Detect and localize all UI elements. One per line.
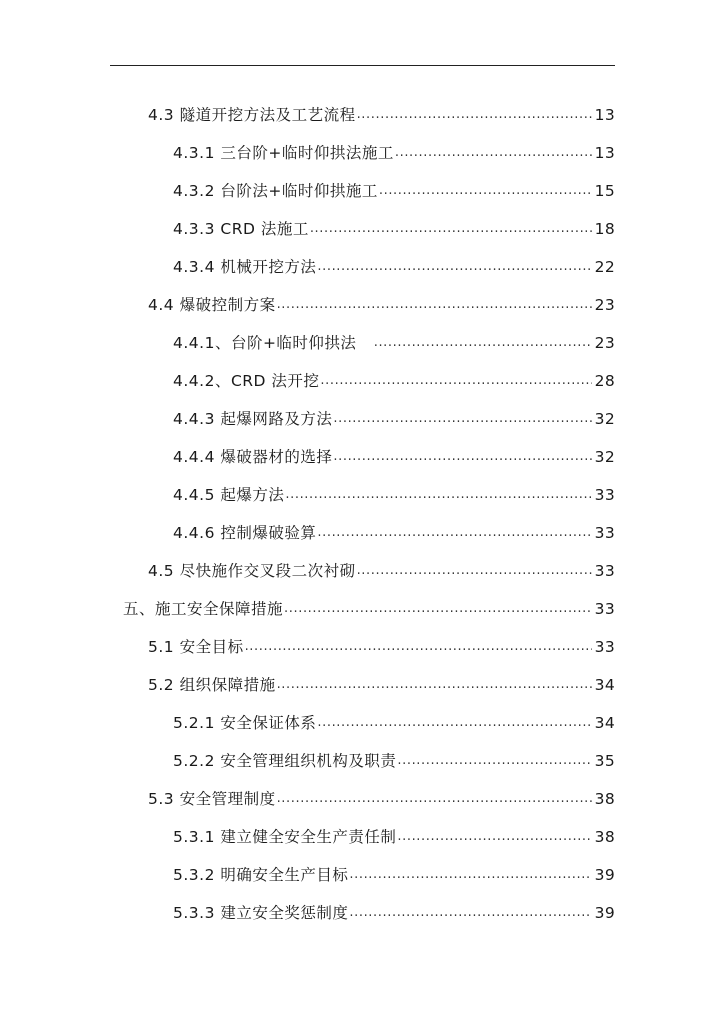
toc-entry xyxy=(0,400,724,438)
toc-entry-title: 4.4 爆破控制方案 xyxy=(148,296,276,314)
toc-entry xyxy=(0,628,724,666)
toc-dot-leader xyxy=(245,628,592,666)
header-rule xyxy=(110,65,615,66)
toc-entry-title: 4.4.6 控制爆破验算 xyxy=(173,524,317,542)
toc-entry xyxy=(0,210,724,248)
toc-dot-leader xyxy=(349,894,592,932)
toc-entry xyxy=(0,476,724,514)
toc-dot-leader xyxy=(277,780,592,818)
toc-page-number: 32 xyxy=(594,448,615,466)
toc-entry xyxy=(0,324,724,362)
toc-entry-title: 4.4.5 起爆方法 xyxy=(173,486,285,504)
toc-entry-title: 4.4.4 爆破器材的选择 xyxy=(173,448,333,466)
toc-entry-title: 5.3 安全管理制度 xyxy=(148,790,276,808)
toc-page-number: 18 xyxy=(594,220,615,238)
toc-entry-title: 5.3.3 建立安全奖惩制度 xyxy=(173,904,349,922)
toc-entry-title: 4.4.1、台阶+临时仰拱法 xyxy=(173,334,373,352)
toc-entry xyxy=(0,590,724,628)
toc-entry-title: 5.3.2 明确安全生产目标 xyxy=(173,866,349,884)
toc-entry xyxy=(0,742,724,780)
toc-entry-title: 4.3.4 机械开挖方法 xyxy=(173,258,317,276)
toc-entry xyxy=(0,96,724,134)
toc-entry xyxy=(0,894,724,932)
toc-page-number: 33 xyxy=(594,600,615,618)
toc-dot-leader xyxy=(277,666,592,704)
table-of-contents xyxy=(0,96,724,932)
toc-page-number: 23 xyxy=(594,334,615,352)
toc-page-number: 34 xyxy=(594,714,615,732)
toc-page-number: 38 xyxy=(594,790,615,808)
toc-entry xyxy=(0,362,724,400)
toc-page-number: 33 xyxy=(594,486,615,504)
toc-entry xyxy=(0,134,724,172)
toc-dot-leader xyxy=(333,438,592,476)
toc-dot-leader xyxy=(284,590,592,628)
toc-page-number: 33 xyxy=(594,638,615,656)
toc-page-number: 33 xyxy=(594,524,615,542)
toc-dot-leader xyxy=(333,400,592,438)
toc-page-number: 34 xyxy=(594,676,615,694)
toc-entry-title: 五、施工安全保障措施 xyxy=(123,600,284,618)
toc-dot-leader xyxy=(397,818,592,856)
toc-page-number: 28 xyxy=(594,372,615,390)
toc-page-number: 33 xyxy=(594,562,615,580)
toc-dot-leader xyxy=(317,704,592,742)
toc-dot-leader xyxy=(395,134,592,172)
toc-entry-title: 5.1 安全目标 xyxy=(148,638,244,656)
toc-entry-title: 5.2.2 安全管理组织机构及职责 xyxy=(173,752,397,770)
toc-entry xyxy=(0,286,724,324)
toc-dot-leader xyxy=(277,286,592,324)
toc-dot-leader xyxy=(374,324,592,362)
toc-entry xyxy=(0,704,724,742)
toc-dot-leader xyxy=(310,210,592,248)
toc-dot-leader xyxy=(317,514,592,552)
toc-entry xyxy=(0,552,724,590)
toc-dot-leader xyxy=(357,552,592,590)
toc-page-number: 13 xyxy=(594,106,615,124)
toc-entry xyxy=(0,514,724,552)
toc-entry-title: 4.3.3 CRD 法施工 xyxy=(173,220,309,238)
toc-dot-leader xyxy=(397,742,592,780)
toc-page-number: 23 xyxy=(594,296,615,314)
toc-page-number: 15 xyxy=(594,182,615,200)
toc-entry xyxy=(0,172,724,210)
toc-dot-leader xyxy=(320,362,592,400)
toc-entry xyxy=(0,818,724,856)
toc-entry-title: 4.4.3 起爆网路及方法 xyxy=(173,410,333,428)
toc-dot-leader xyxy=(357,96,592,134)
toc-entry-title: 5.2 组织保障措施 xyxy=(148,676,276,694)
toc-entry-title: 4.5 尽快施作交叉段二次衬砌 xyxy=(148,562,356,580)
toc-entry xyxy=(0,666,724,704)
toc-entry xyxy=(0,248,724,286)
toc-entry xyxy=(0,856,724,894)
toc-entry-title: 4.3.1 三台阶+临时仰拱法施工 xyxy=(173,144,394,162)
toc-entry-title: 4.3 隧道开挖方法及工艺流程 xyxy=(148,106,356,124)
toc-entry-title: 4.3.2 台阶法+临时仰拱施工 xyxy=(173,182,378,200)
toc-entry xyxy=(0,438,724,476)
toc-entry-title: 5.2.1 安全保证体系 xyxy=(173,714,317,732)
toc-entry xyxy=(0,780,724,818)
toc-dot-leader xyxy=(349,856,592,894)
toc-page-number: 35 xyxy=(594,752,615,770)
toc-page-number: 39 xyxy=(594,866,615,884)
toc-dot-leader xyxy=(379,172,592,210)
toc-entry-title: 4.4.2、CRD 法开挖 xyxy=(173,372,320,390)
toc-page-number: 38 xyxy=(594,828,615,846)
toc-page-number: 32 xyxy=(594,410,615,428)
toc-dot-leader xyxy=(285,476,592,514)
toc-page-number: 13 xyxy=(594,144,615,162)
toc-page-number: 39 xyxy=(594,904,615,922)
toc-entry-title: 5.3.1 建立健全安全生产责任制 xyxy=(173,828,397,846)
toc-page-number: 22 xyxy=(594,258,615,276)
toc-dot-leader xyxy=(317,248,592,286)
